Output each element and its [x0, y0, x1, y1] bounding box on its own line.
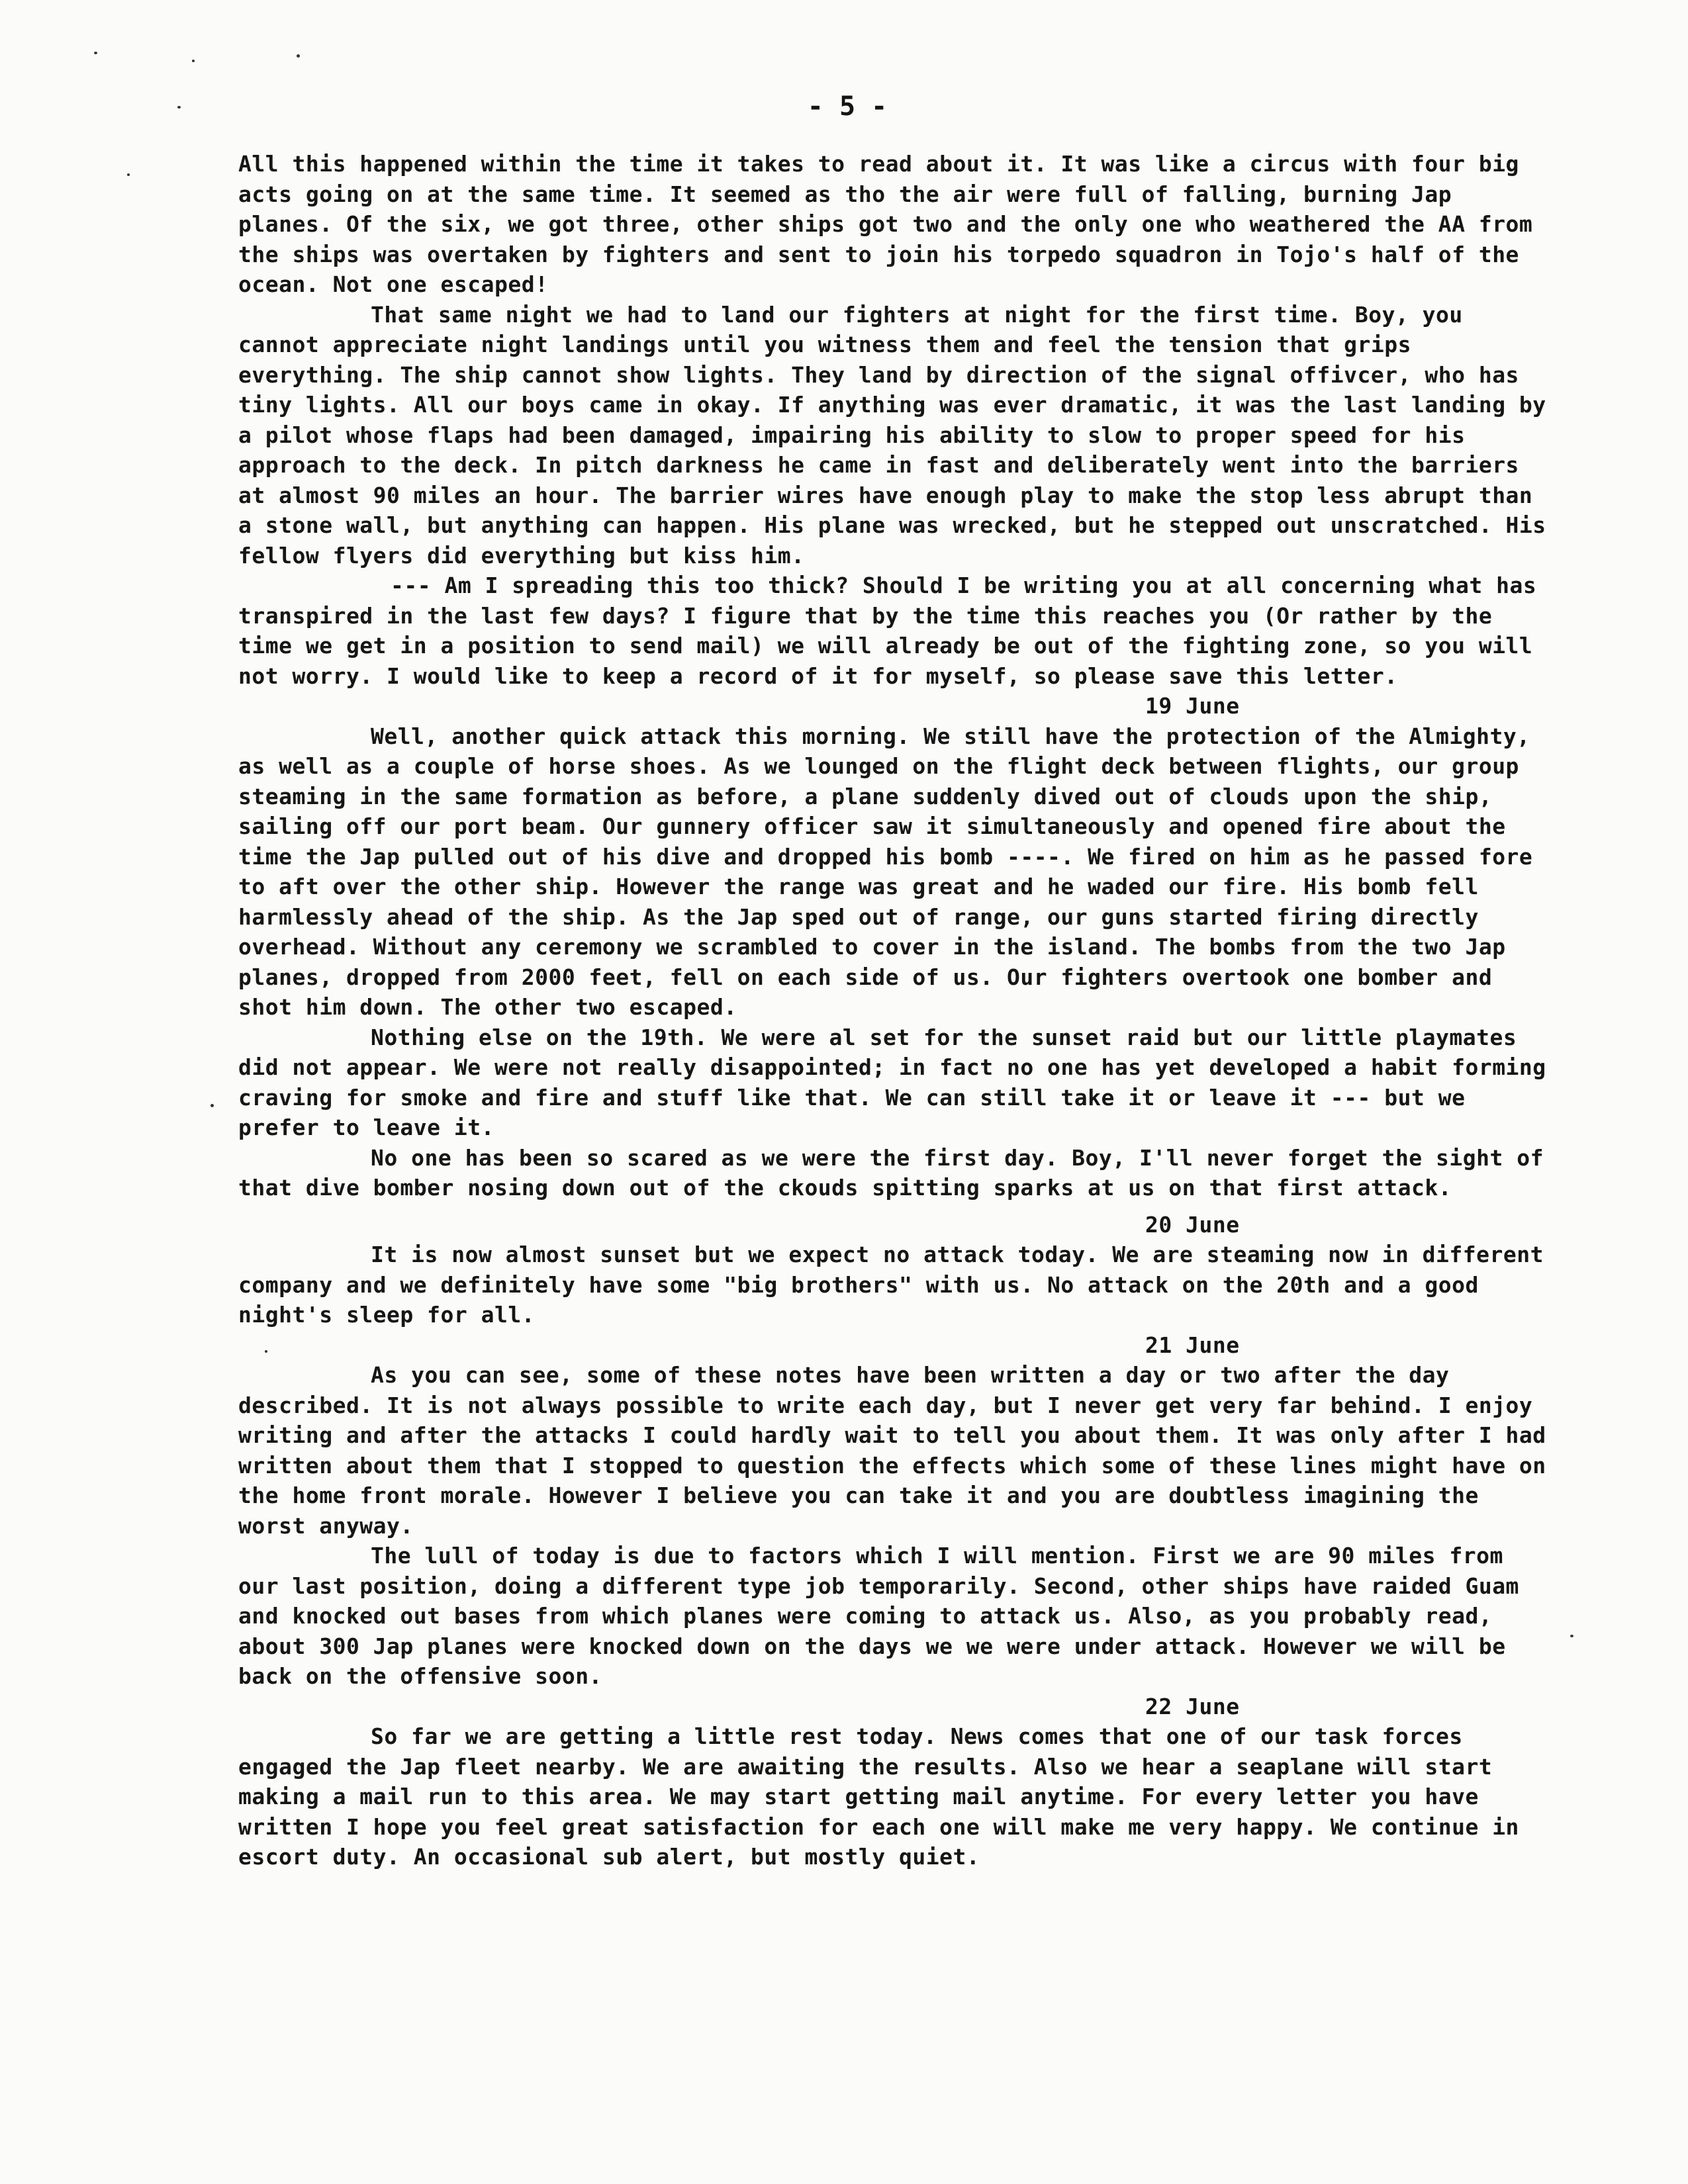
paragraph: No one has been so scared as we were the first day. Boy, I'll never forget the sight of that dive bomber nosing down out of the ckouds spitting sparks at us on that first attack. — [238, 1144, 1544, 1201]
scan-speck — [297, 54, 300, 58]
date-heading: 22 June — [1145, 1693, 1240, 1719]
paragraph: --- Am I spreading this too thick? Should I be writing you at all concerning what has transpired in the last few days? I figure that by the time this reaches you (Or rather by the time we get in a position to send mail) we will already be out of the fighting zone, so you will not worry. I would like to keep a record of it for myself, so please save this letter. — [238, 572, 1537, 689]
letter-body — [238, 149, 1549, 1872]
scan-speck — [265, 1350, 267, 1353]
scan-speck — [192, 60, 195, 62]
date-heading: 19 June — [1145, 693, 1240, 719]
paragraph: That same night we had to land our fighters at night for the first time. Boy, you cannot appreciate night landings until you witness them and feel the tension that grips everything. The ship cannot show lights. They land by direction of the signal offivcer, who has tiny lights. All our boys came in okay. If anything was ever dramatic, it was the last landing by a pilot whose flaps had been damaged, impairing his ability to slow to proper speed for his approach to the deck. In pitch darkness he came in fast and deliberately went into the barriers at almost 90 miles an hour. The barrier wires have enough play to make the stop less abrupt than a stone wall, but anything can happen. His plane was wrecked, but he stepped out unscratched. His fellow flyers did everything but kiss him. — [238, 301, 1546, 569]
scan-speck — [211, 1104, 214, 1107]
date-heading: 21 June — [1145, 1332, 1240, 1358]
paragraph: So far we are getting a little rest today. News comes that one of our task forces engaged the Jap fleet nearby. We are awaiting the results. Also we hear a seaplane will start making a mail run to this area. We may start getting mail anytime. For every letter you have written I hope you feel great satisfaction for each one will make me very happy. We continue in escort duty. An occasional sub alert, but mostly quiet. — [238, 1723, 1519, 1870]
paragraph: As you can see, some of these notes have been written a day or two after the day described. It is not always possible to write each day, but I never get very far behind. I enjoy writing and after the attacks I could hardly wait to tell you about them. It was only after I had written about them that I stopped to question the effects which some of these lines might have on the home front morale. However I believe you can take it and you are doubtless imagining the worst anyway. — [238, 1362, 1546, 1539]
paragraph: The lull of today is due to factors which I will mention. First we are 90 miles from our last position, doing a different type job temporarily. Second, other ships have raided Guam and knocked out bases from which planes were coming to attack us. Also, as you probably read, about 300 Jap planes were knocked down on the days we we were under attack. However we will be back on the offensive soon. — [238, 1543, 1519, 1689]
paragraph: Well, another quick attack this morning. We still have the protection of the Almighty, as well as a couple of horse shoes. As we lounged on the flight deck between flights, our group steaming in the same formation as before, a plane suddenly dived out of clouds upon the ship, sailing off our port beam. Our gunnery officer saw it simultaneously and opened fire about the time the Jap pulled out of his dive and dropped his bomb ----. We fired on him as he passed fore to aft over the other ship. However the range was great and he waded our fire. His bomb fell harmlessly ahead of the ship. As the Jap sped out of range, our guns started firing directly overhead. Without any ceremony we scrambled to cover in the island. The bombs from the two Jap planes, dropped from 2000 feet, fell on each side of us. Our fighters overtook one bomber and shot him down. The other two escaped. — [238, 723, 1533, 1020]
scan-speck — [127, 173, 130, 176]
scan-speck — [177, 106, 181, 109]
paragraph: All this happened within the time it takes to read about it. It was like a circus with four big acts going on at the same time. It seemed as tho the air were full of falling, burning Jap planes. Of the six, we got three, other ships got two and the only one who weathered the AA from the ships was overtaken by fighters and sent to join his torpedo squadron in Tojo's half of the ocean. Not one escaped! — [238, 151, 1533, 297]
paragraph: It is now almost sunset but we expect no attack today. We are steaming now in different company and we definitely have some "big brothers" with us. No attack on the 20th and a good night's sleep for all. — [238, 1242, 1544, 1328]
page-number: - 5 - — [807, 91, 888, 122]
date-heading: 20 June — [1145, 1211, 1240, 1238]
scan-speck — [94, 52, 97, 54]
scan-speck — [1570, 1635, 1573, 1637]
paragraph: Nothing else on the 19th. We were al set for the sunset raid but our little playmates did not appear. We were not really disappointed; in fact no one has yet developed a habit forming craving for smoke and fire and stuff like that. We can still take it or leave it --- but we prefer to leave it. — [238, 1024, 1546, 1140]
